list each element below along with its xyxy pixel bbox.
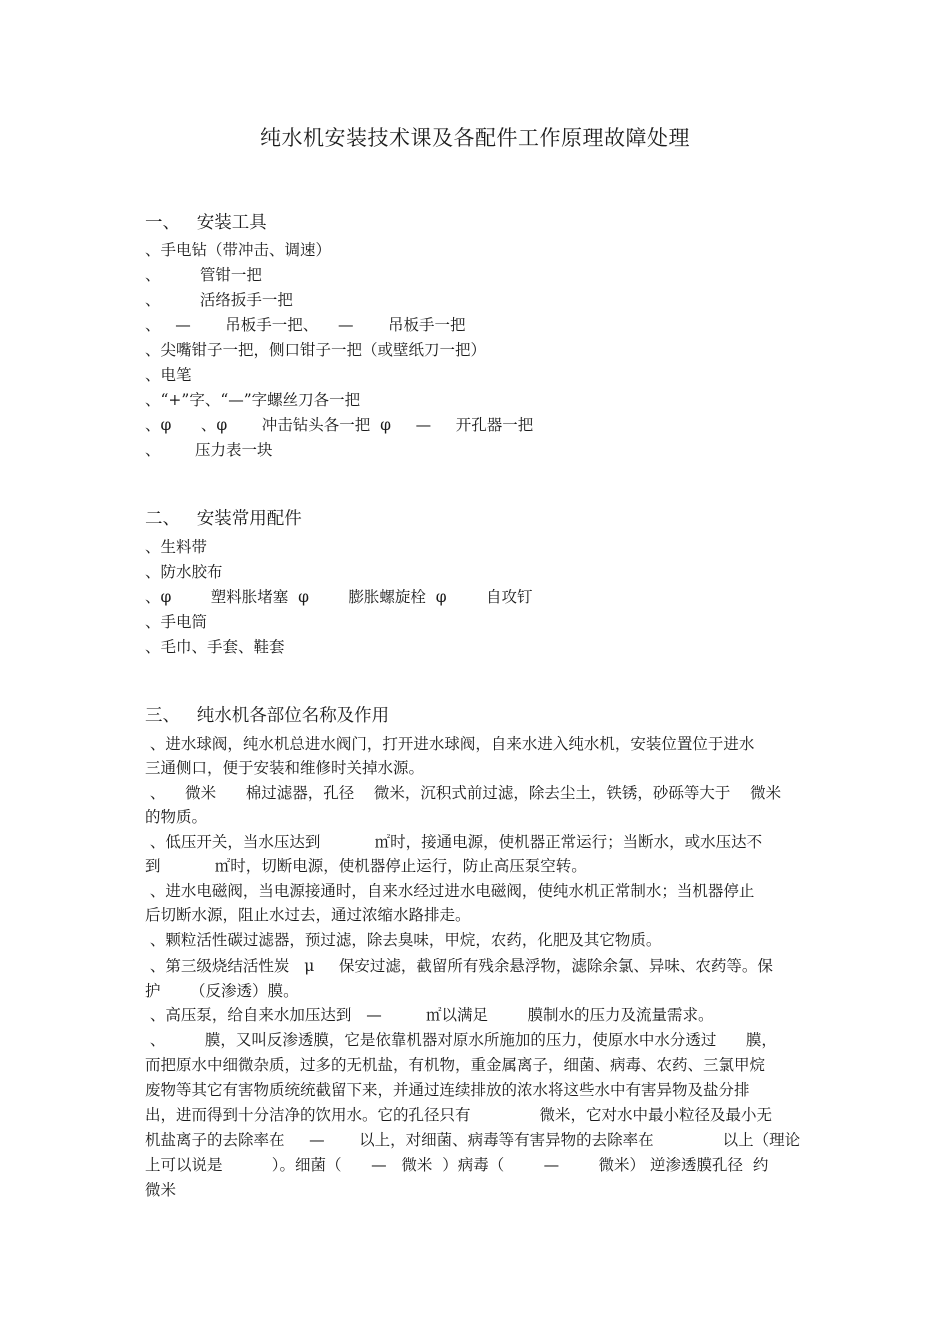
list-item: 、 — 吊板手一把、 — 吊板手一把 xyxy=(145,316,466,334)
list-item: 、φ 、φ 冲击钻头各一把 φ — 开孔器一把 xyxy=(145,416,534,434)
paragraph-line: 、 膜，又叫反渗透膜，它是依靠机器对原水所施加的压力，使原水中水分透过 膜， xyxy=(145,1031,777,1049)
paragraph-line: 、 微米 棉过滤器，孔径 微米，沉积式前过滤，除去尘土，铁锈，砂砾等大于 微米 xyxy=(145,784,782,802)
list-item: 、防水胶布 xyxy=(145,563,223,581)
paragraph-line: 机盐离子的去除率在 — 以上，对细菌、病毒等有害异物的去除率在 以上（理论 xyxy=(145,1131,801,1149)
paragraph-line: 护 （反渗透）膜。 xyxy=(145,982,299,1000)
section-heading-parts-function: 三、 纯水机各部位名称及作用 xyxy=(145,706,390,726)
paragraph-line: 、第三级烧结活性炭 μ 保安过滤，截留所有残余悬浮物，滤除余氯、异味、农药等。保 xyxy=(145,957,773,975)
section-heading-install-parts: 二、 安装常用配件 xyxy=(145,509,302,529)
document-title: 纯水机安装技术课及各配件工作原理故障处理 xyxy=(260,126,690,150)
paragraph-line: 微米 xyxy=(145,1181,177,1199)
paragraph-line: 废物等其它有害物质统统截留下来，并通过连续排放的浓水将这些水中有害异物及盐分排 xyxy=(145,1081,750,1099)
paragraph-line: 、低压开关，当水压达到 ㎡时，接通电源，使机器正常运行；当断水，或水压达不 xyxy=(145,833,763,851)
paragraph-line: 到 ㎡时，切断电源，使机器停止运行，防止高压泵空转。 xyxy=(145,857,587,875)
paragraph-line: 、进水电磁阀，当电源接通时，自来水经过进水电磁阀，使纯水机正常制水；当机器停止 xyxy=(145,882,755,900)
list-item: 、φ 塑料胀堵塞 φ 膨胀螺旋栓 φ 自攻钉 xyxy=(145,588,533,606)
list-item: 、手电钻（带冲击、调速） xyxy=(145,241,332,259)
paragraph-line: 、高压泵，给自来水加压达到 — ㎡以满足 膜制水的压力及流量需求。 xyxy=(145,1006,714,1024)
list-item: 、 管钳一把 xyxy=(145,266,262,284)
list-item: 、毛巾、手套、鞋套 xyxy=(145,638,285,656)
section-heading-install-tools: 一、 安装工具 xyxy=(145,213,267,233)
paragraph-line: 、进水球阀，纯水机总进水阀门，打开进水球阀，自来水进入纯水机，安装位置位于进水 xyxy=(145,735,755,753)
paragraph-line: 、颗粒活性碳过滤器，预过滤，除去臭味，甲烷，农药，化肥及其它物质。 xyxy=(145,931,662,949)
list-item: 、 活络扳手一把 xyxy=(145,291,293,309)
paragraph-line: 出，进而得到十分洁净的饮用水。它的孔径只有 微米，它对水中最小粒径及最小无 xyxy=(145,1106,772,1124)
paragraph-line: 后切断水源，阻止水过去，通过浓缩水路排走。 xyxy=(145,906,471,924)
list-item: 、生料带 xyxy=(145,538,208,556)
list-item: 、尖嘴钳子一把，侧口钳子一把（或壁纸刀一把） xyxy=(145,341,487,359)
list-item: 、“+”字、“—”字螺丝刀各一把 xyxy=(145,391,361,409)
paragraph-line: 三通侧口，便于安装和维修时关掉水源。 xyxy=(145,759,425,777)
paragraph-line: 上可以说是 ）。细菌（ — 微米 ）病毒（ — 微米） 逆渗透膜孔径 约 xyxy=(145,1156,769,1174)
list-item: 、手电筒 xyxy=(145,613,208,631)
paragraph-line: 而把原水中细微杂质，过多的无机盐，有机物，重金属离子，细菌、病毒、农药、三氯甲烷 xyxy=(145,1056,766,1074)
list-item: 、电笔 xyxy=(145,366,192,384)
list-item: 、 压力表一块 xyxy=(145,441,273,459)
paragraph-line: 的物质。 xyxy=(145,808,208,826)
